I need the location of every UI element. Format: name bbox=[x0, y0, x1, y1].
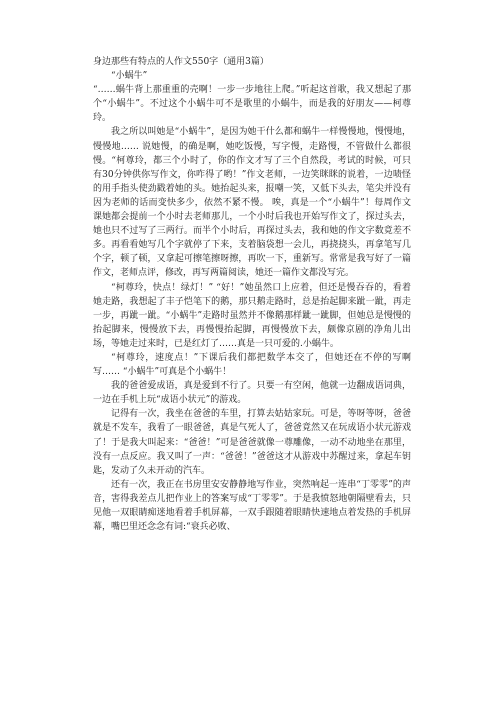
paragraph: 我的爸爸爱成语，真是爱到不行了。只要一有空闲，他就一边翻成语词典，一边在手机上玩“成语小状元”的游戏。 bbox=[93, 381, 411, 406]
paragraph: “……蜗牛背上那重重的壳啊！一步一步地往上爬。”听起这首歌，我又想起了那个“小蜗牛”。不过这个小蜗牛可不是歌里的小蜗牛，而是我的好朋友——柯尊玲。 bbox=[93, 85, 411, 124]
document-title: 身边那些有特点的人作文550字（通用3篇） bbox=[93, 57, 269, 67]
paragraph: “柯尊玲，快点！绿灯！” “好！”她虽然口上应着，但还是慢吞吞的，看着她走路，我想起了丰子恺笔下的鹅，那只鹅走路时，总是抬起脚来跐一跐，再走一步，再跐一跐。“小蜗牛”走路时虽然并不像鹅那样跐一跐脚，但她总是慢慢的抬起脚来，慢慢放下去，再慢慢抬起脚，再慢慢放下去，颇像京剧的净角儿出场，等她走过来时，已是红灯了……真是一只可爱的.小蜗牛。 bbox=[93, 282, 411, 349]
document-subtitle: “小蜗牛” bbox=[111, 71, 148, 82]
paragraph: 我之所以叫她是“小蜗牛”，是因为她干什么都和蜗牛一样慢慢地，慢慢地，慢慢地…… 说她慢，的确是啊，她吃饭慢，写字慢，走路慢，不管做什么都很慢。“柯尊玲，都三个小时了，你的作文才写了三个自然段，考试的时候，可只有30分钟供你写作文，你咋得了哟！”作文老师，一边笑眯眯的说着，一边啧怪的用手指头使劲戳着她的头。她抬起头来，报嘲一笑，又低下头去，笔尖并没有因为老师的话而变快多少，依然不紧不慢。 唉，真是一个“小蜗牛”！每周作文课她都会提前一个小时去老师那儿，一个小时后我也开始写作文了，探过头去，她也只不过写了三两行。而半个小时后，再探过头去，我和她的作文字数竟差不多。再看看她写几个字就停了下来，支着脑袋想一会儿，再挠挠头，再拿笔写几个字，顿了顿，又拿起可擦笔擦呀擦，再吹一下，重新写。常常是我写好了一篇作文，老师点评，修改，再写两篇阅读，她还一篇作文都没写完。 bbox=[93, 127, 411, 279]
paragraph: 还有一次，我正在书房里安安静静地写作业，突然响起一连串“丁零零”的声音，害得我差点儿把作业上的答案写成“丁零零”。于是我愤怒地朝隔壁看去，只见他一双眼睛痴迷地看着手机屏幕，一双手跟随着眼睛快速地点着发热的手机屏幕，嘴巴里还念念有词:“衰兵必败、 bbox=[93, 479, 411, 533]
paragraph: “柯尊玲，速度点！”下课后我们都把数学本交了，但她还在不停的写啊写…… “小蜗牛”可真是个小蜗牛！ bbox=[93, 352, 411, 378]
document-page bbox=[93, 55, 411, 534]
paragraph: 记得有一次，我坐在爸爸的车里，打算去姑姑家玩。可是，等呀等呀，爸爸就是不发车，我看了一眼爸爸，真是气死人了，爸爸竟然又在玩成语小状元游戏了！于是我大叫起来：“爸爸！”可是爸爸就像一尊雕像，一动不动地坐在那里，没有一点反应。我又叫了一声：“爸爸！”爸爸这才从游戏中苏醒过来，拿起车钥匙，发动了久未开动的汽车。 bbox=[93, 409, 411, 476]
